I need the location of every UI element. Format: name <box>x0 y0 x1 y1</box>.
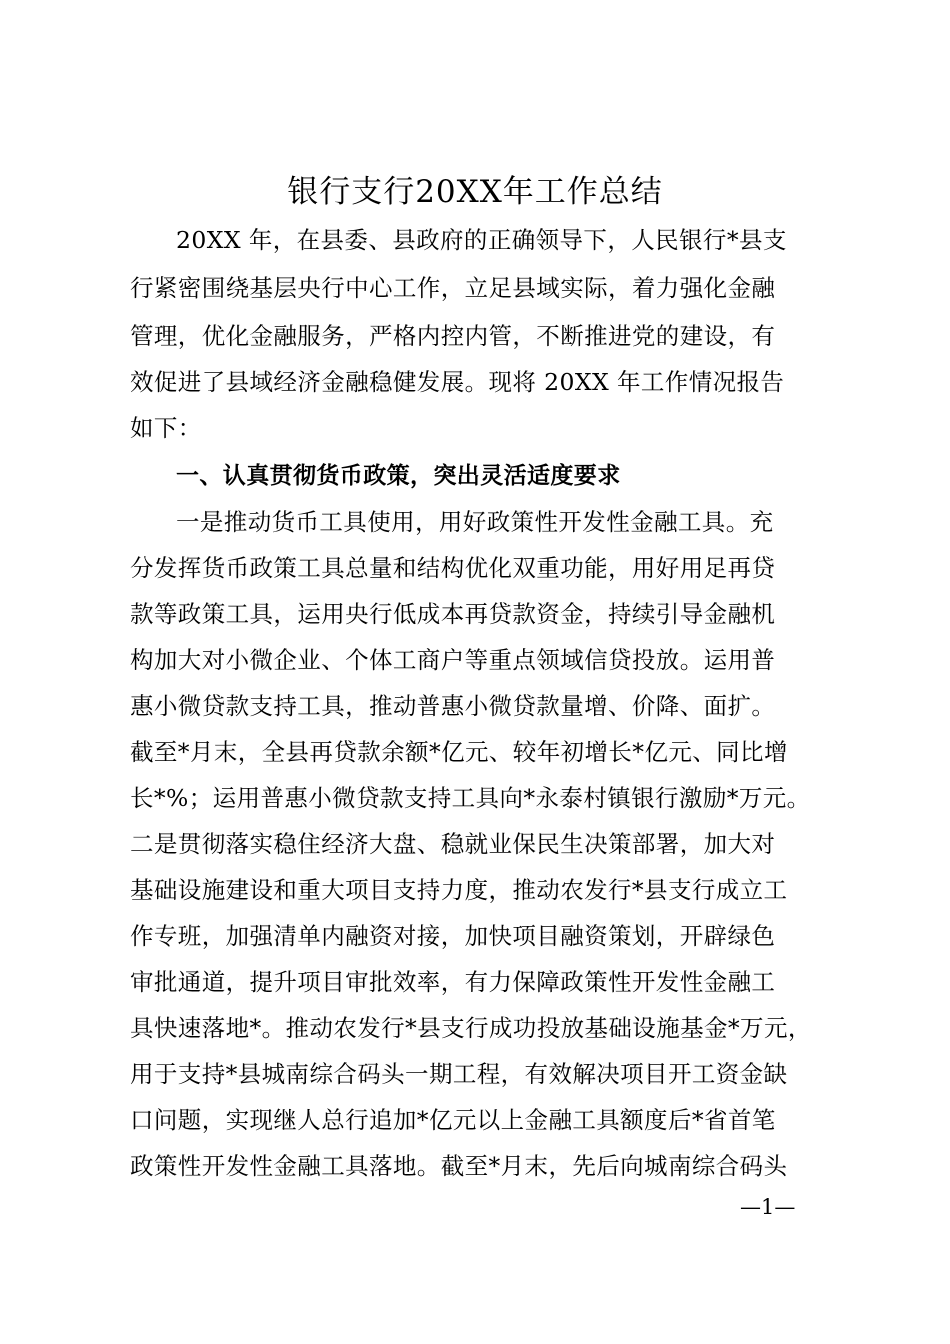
paragraph-line: 管理，优化金融服务，严格内控内管，不断推进党的建设，有 <box>130 322 776 350</box>
paragraph-line: 二是贯彻落实稳住经济大盘、稳就业保民生决策部署，加大对 <box>130 830 776 858</box>
paragraph-line: 一是推动货币工具使用，用好政策性开发性金融工具。充 <box>176 508 774 536</box>
paragraph-line: 审批通道，提升项目审批效率，有力保障政策性开发性金融工 <box>130 968 776 996</box>
paragraph-line: 如下： <box>130 414 202 442</box>
paragraph-line: 效促进了县域经济金融稳健发展。现将 20XX 年工作情况报告 <box>130 368 785 396</box>
document-title: 银行支行20XX年工作总结 <box>287 174 663 210</box>
paragraph-line: 口问题，实现继人总行追加*亿元以上金融工具额度后*省首笔 <box>130 1106 776 1134</box>
paragraph-line: 基础设施建设和重大项目支持力度，推动农发行*县支行成立工 <box>130 876 788 904</box>
section-heading: 一、认真贯彻货币政策，突出灵活适度要求 <box>176 463 621 489</box>
paragraph-line: 作专班，加强清单内融资对接，加快项目融资策划，开辟绿色 <box>130 922 776 950</box>
paragraph-line: 20XX 年，在县委、县政府的正确领导下，人民银行*县支 <box>176 226 787 254</box>
paragraph-line: 具快速落地*。推动农发行*县支行成功投放基础设施基金*万元， <box>130 1014 812 1042</box>
paragraph-line: 截至*月末，全县再贷款余额*亿元、较年初增长*亿元、同比增 <box>130 738 788 766</box>
paragraph-line: 构加大对小微企业、个体工商户等重点领域信贷投放。运用普 <box>130 646 776 674</box>
paragraph-line: 用于支持*县城南综合码头一期工程，有效解决项目开工资金缺 <box>130 1060 788 1088</box>
page-number: —1— <box>740 1195 796 1219</box>
paragraph-line: 惠小微贷款支持工具，推动普惠小微贷款量增、价降、面扩。 <box>130 692 776 720</box>
paragraph-line: 款等政策工具，运用央行低成本再贷款资金，持续引导金融机 <box>130 600 776 628</box>
paragraph-line: 政策性开发性金融工具落地。截至*月末，先后向城南综合码头 <box>130 1152 788 1180</box>
paragraph-line: 长*%；运用普惠小微贷款支持工具向*永泰村镇银行激励*万元。 <box>130 784 811 812</box>
paragraph-line: 行紧密围绕基层央行中心工作，立足县域实际，着力强化金融 <box>130 274 776 302</box>
paragraph-line: 分发挥货币政策工具总量和结构优化双重功能，用好用足再贷 <box>130 554 776 582</box>
